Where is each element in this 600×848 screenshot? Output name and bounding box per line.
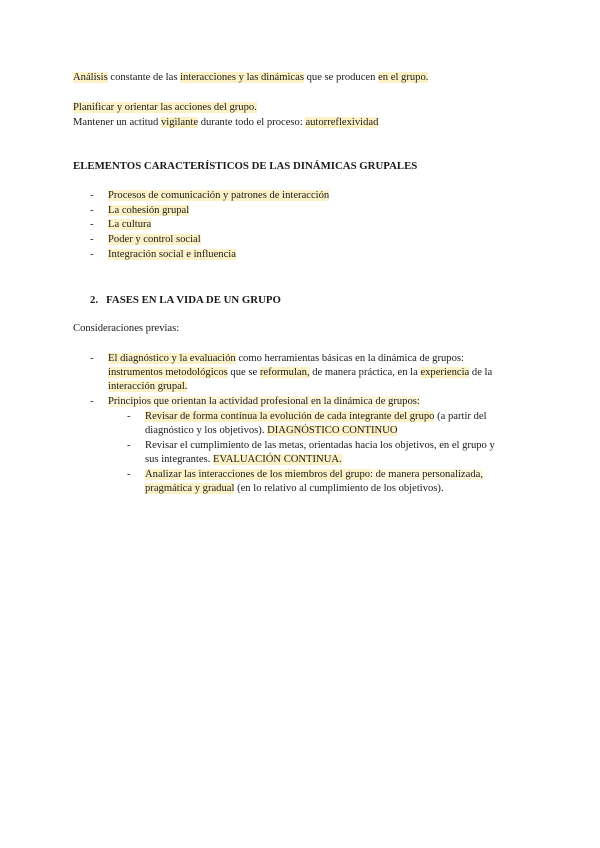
highlight-evolucion: evolución de cada integrante del grupo bbox=[270, 411, 435, 422]
text: Mantener un actitud bbox=[73, 117, 161, 128]
list-item bbox=[90, 189, 329, 203]
intro-line-mantener bbox=[73, 116, 378, 130]
highlight-vigilante: vigilante bbox=[160, 117, 199, 128]
highlight-analisis: Análisis bbox=[73, 72, 108, 83]
highlight-interaccion-grupal: interacción grupal. bbox=[108, 381, 188, 392]
sub-bullet-analizar-line2 bbox=[145, 482, 444, 496]
sub-bullet-revisar-evolucion-line2 bbox=[145, 424, 397, 438]
intro-line-analisis bbox=[73, 71, 428, 85]
bullet-dash: - bbox=[90, 205, 94, 216]
bullet-dash: - bbox=[90, 396, 94, 407]
text: que se bbox=[227, 367, 260, 378]
text: (en lo relativo al cumplimiento de los objetivos). bbox=[234, 483, 444, 494]
highlight-interacciones: interacciones y las dinámicas bbox=[180, 72, 304, 83]
section-heading-elementos: ELEMENTOS CARACTERÍSTICOS DE LAS DINÁMICAS GRUPALES bbox=[73, 160, 418, 172]
bullet-principios bbox=[90, 395, 420, 409]
bullet-dash: - bbox=[90, 190, 94, 201]
highlight-evaluacion-continua: EVALUACIÓN CONTINUA. bbox=[212, 454, 342, 465]
list-item-text: Integración social e influencia bbox=[108, 249, 236, 260]
list-item bbox=[90, 233, 201, 247]
considerations-label: Consideraciones previas: bbox=[73, 323, 180, 334]
text: como herramientas básicas en la dinámica de grupos: bbox=[235, 353, 464, 364]
text: diagnóstico y los objetivos). bbox=[145, 425, 268, 436]
bullet-dash: - bbox=[90, 234, 94, 245]
bullet-dash: - bbox=[90, 219, 94, 230]
text: de la bbox=[469, 367, 493, 378]
text: de manera práctica, en la bbox=[309, 367, 421, 378]
text: sus integrantes. bbox=[145, 454, 213, 465]
list-item-text: Procesos de comunicación y patrones de interacción bbox=[108, 190, 330, 201]
highlight-analizar: Analizar las interacciones de los miembros del grupo bbox=[145, 469, 371, 480]
text: constante de las bbox=[107, 72, 181, 83]
highlight-autorreflexividad: autorreflexividad bbox=[305, 117, 379, 128]
highlight-en-el-grupo: en el grupo. bbox=[378, 72, 429, 83]
sub-bullet-revisar-evolucion-line1 bbox=[127, 410, 487, 424]
list-item-text: La cohesión grupal bbox=[108, 205, 190, 216]
sub-bullet-revisar-metas-line1 bbox=[127, 439, 495, 453]
text: (a partir del bbox=[434, 411, 487, 422]
sub-bullet-revisar-metas-line2 bbox=[145, 453, 342, 467]
highlight-diagnostico-continuo: DIAGNÓSTICO CONTINUO bbox=[267, 425, 398, 436]
bullet-dash: - bbox=[127, 469, 131, 480]
bullet-dash: - bbox=[127, 440, 131, 451]
text: : de manera personalizada, bbox=[370, 469, 483, 480]
bullet-diagnostico-line1 bbox=[90, 352, 464, 366]
bullet-diagnostico-line2 bbox=[108, 366, 492, 380]
highlight-instrumentos: instrumentos metodológicos bbox=[108, 367, 228, 378]
list-item bbox=[90, 248, 236, 262]
list-item-text: Poder y control social bbox=[108, 234, 201, 245]
highlight-pragmatica: pragmática y gradual bbox=[145, 483, 235, 494]
bullet-diagnostico-line3 bbox=[108, 380, 187, 394]
highlight-principios: Principios que orientan la actividad profesional en la dinámica de grupos: bbox=[108, 396, 420, 407]
list-item bbox=[90, 218, 151, 232]
highlight-experiencia: experiencia bbox=[420, 367, 470, 378]
list-item-text: La cultura bbox=[108, 219, 152, 230]
highlight-revisar: Revisar de forma continua la bbox=[145, 411, 271, 422]
bullet-dash: - bbox=[127, 411, 131, 422]
section-title: FASES EN LA VIDA DE UN GRUPO bbox=[106, 294, 281, 306]
sub-bullet-analizar-line1 bbox=[127, 468, 483, 482]
list-item bbox=[90, 204, 189, 218]
text: que se producen bbox=[303, 72, 379, 83]
highlight-diagnostico: El diagnóstico y la evaluación bbox=[108, 353, 236, 364]
highlight-planificar: Planificar y orientar las acciones del grupo. bbox=[73, 102, 257, 113]
section-number: 2. bbox=[90, 294, 99, 306]
bullet-dash: - bbox=[90, 249, 94, 260]
highlight-reformulan: reformulan, bbox=[259, 367, 310, 378]
section-heading-fases bbox=[90, 293, 281, 307]
text: Revisar el cumplimiento de las metas, orientadas hacia los objetivos, en el grupo y bbox=[145, 440, 495, 451]
bullet-dash: - bbox=[90, 353, 94, 364]
intro-line-planificar bbox=[73, 101, 257, 115]
text: durante todo el proceso: bbox=[198, 117, 306, 128]
